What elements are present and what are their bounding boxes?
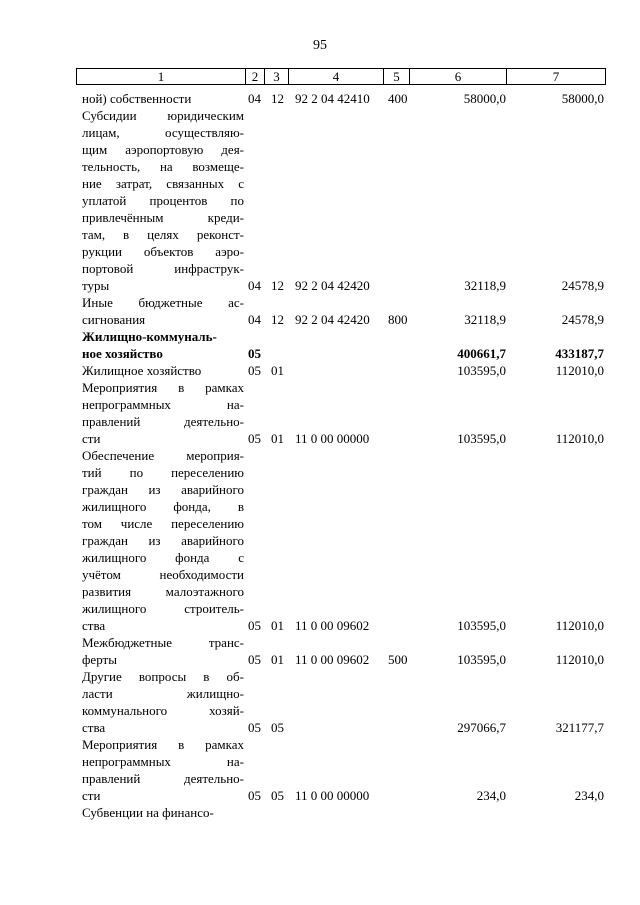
cell-c7: 234,0	[574, 788, 604, 803]
table-header	[76, 68, 606, 85]
cell-c3: 05	[271, 788, 284, 803]
row-name-line: ства	[82, 618, 106, 633]
cell-c6: 103595,0	[457, 363, 506, 378]
cell-c6: 58000,0	[463, 91, 506, 106]
row-name-line: Мероприятия в рамках	[82, 737, 244, 752]
row-name-line: жилищного фонда, в	[82, 499, 244, 514]
table-row	[0, 447, 640, 634]
row-name	[82, 668, 244, 736]
row-name-line: сти	[82, 431, 101, 446]
row-name-line: правлений деятельно-	[82, 771, 244, 786]
header-col-1: 1	[157, 69, 165, 84]
cell-c7: 112010,0	[555, 652, 604, 667]
cell-c3: 01	[271, 618, 284, 633]
row-name-line: Жилищное хозяйство	[82, 363, 202, 378]
row-name-line: правлений деятельно-	[82, 414, 244, 429]
cell-c7: 24578,9	[561, 278, 604, 293]
cell-c6: 103595,0	[457, 618, 506, 633]
row-name	[82, 294, 244, 328]
row-name-line: ласти жилищно-	[82, 686, 244, 701]
cell-c4: 11 0 00 09602	[295, 652, 370, 667]
table-row	[0, 804, 640, 821]
cell-c3: 01	[271, 652, 284, 667]
cell-c4: 11 0 00 09602	[295, 618, 370, 633]
cell-c7: 112010,0	[555, 363, 604, 378]
row-name	[82, 379, 244, 447]
cell-c7: 58000,0	[561, 91, 604, 106]
row-name	[82, 362, 244, 379]
row-name-line: непрограммных на-	[82, 754, 244, 769]
row-name	[82, 634, 244, 668]
cell-c3: 12	[271, 312, 284, 327]
row-name-line: тий по переселению	[82, 465, 244, 480]
row-name-line: Жилищно-коммуналь-	[82, 329, 217, 344]
row-name-line: Другие вопросы в об-	[82, 669, 244, 684]
row-name-line: туры	[82, 278, 110, 293]
row-name-line: сигнования	[82, 312, 146, 327]
row-name-line: Субсидии юридическим	[82, 108, 244, 123]
row-name-line: ной) собственности	[82, 91, 192, 106]
header-col-3: 3	[273, 69, 280, 84]
cell-c2: 05	[248, 720, 261, 735]
row-name-line: тельность, на возмеще-	[82, 159, 244, 174]
row-name-line: ное хозяйство	[82, 346, 163, 361]
table-row	[0, 379, 640, 447]
row-name-line: рукции объектов аэро-	[82, 244, 244, 259]
header-col-4: 4	[332, 69, 340, 84]
cell-c2: 05	[248, 618, 261, 633]
cell-c6: 32118,9	[464, 312, 506, 327]
cell-c3: 12	[271, 91, 284, 106]
cell-c2: 05	[248, 363, 261, 378]
cell-c5: 800	[388, 312, 408, 327]
header-col-2: 2	[251, 69, 259, 84]
cell-c4: 92 2 04 42420	[295, 312, 370, 327]
row-name	[82, 447, 244, 634]
row-name	[82, 107, 244, 294]
cell-c6: 103595,0	[457, 652, 506, 667]
cell-c7: 24578,9	[561, 312, 604, 327]
row-name-line: Субвенции на финансо-	[82, 805, 214, 820]
table-row	[0, 294, 640, 328]
cell-c5: 400	[388, 91, 408, 106]
cell-c4: 92 2 04 42420	[295, 278, 370, 293]
table-row	[0, 634, 640, 668]
cell-c3: 12	[271, 278, 284, 293]
cell-c5: 500	[388, 652, 408, 667]
row-name-line: ства	[82, 720, 106, 735]
row-name-line: сти	[82, 788, 101, 803]
row-name-line: Межбюджетные транс-	[82, 635, 244, 650]
header-col-7: 7	[552, 69, 560, 84]
cell-c6: 297066,7	[457, 720, 506, 735]
row-name-line: привлечённым креди-	[82, 210, 244, 225]
row-name	[82, 90, 244, 107]
row-name-line: щим аэропортовую дея-	[82, 142, 244, 157]
cell-c3: 01	[271, 363, 284, 378]
row-name-line: лицам, осуществляю-	[82, 125, 244, 140]
cell-c7: 321177,7	[555, 720, 604, 735]
cell-c2: 05	[248, 652, 261, 667]
cell-c4: 11 0 00 00000	[295, 431, 370, 446]
row-name-line: Иные бюджетные ас-	[82, 295, 244, 310]
row-name-line: развития малоэтажного	[82, 584, 244, 599]
table-row	[0, 668, 640, 736]
cell-c4: 11 0 00 00000	[295, 788, 370, 803]
cell-c2: 05	[248, 346, 261, 361]
row-name-line: непрограммных на-	[82, 397, 244, 412]
cell-c2: 04	[248, 278, 261, 293]
cell-c2: 05	[248, 431, 261, 446]
cell-c3: 01	[271, 431, 284, 446]
row-name-line: портовой инфраструк-	[82, 261, 244, 276]
cell-c2: 04	[248, 312, 261, 327]
row-name	[82, 736, 244, 804]
row-name-line: коммунального хозяй-	[82, 703, 244, 718]
row-name-line: учётом необходимости	[82, 567, 244, 582]
cell-c3: 05	[271, 720, 284, 735]
row-name-line: там, в целях реконст-	[82, 227, 244, 242]
cell-c2: 04	[248, 91, 261, 106]
page-number: 95	[313, 38, 327, 53]
row-name-line: ферты	[82, 652, 117, 667]
cell-c6: 32118,9	[464, 278, 506, 293]
row-name-line: жилищного фонда с	[82, 550, 244, 565]
row-name	[82, 804, 244, 821]
table-row	[0, 736, 640, 804]
row-name	[82, 328, 244, 362]
header-col-6: 6	[454, 69, 462, 84]
row-name-line: Обеспечение мероприя-	[82, 448, 244, 463]
row-name-line: граждан из аварийного	[82, 533, 244, 548]
table-row	[0, 362, 640, 379]
table-row	[0, 328, 640, 362]
table-row	[0, 107, 640, 294]
row-name-line: граждан из аварийного	[82, 482, 244, 497]
cell-c4: 92 2 04 42410	[295, 91, 370, 106]
cell-c2: 05	[248, 788, 261, 803]
row-name-line: Мероприятия в рамках	[82, 380, 244, 395]
row-name-line: ние затрат, связанных с	[82, 176, 244, 191]
cell-c7: 112010,0	[555, 431, 604, 446]
table-row	[0, 90, 640, 107]
row-name-line: том числе переселению	[82, 516, 244, 531]
header-col-5: 5	[393, 69, 400, 84]
row-name-line: жилищного строитель-	[82, 601, 244, 616]
cell-c6: 103595,0	[457, 431, 506, 446]
cell-c6: 400661,7	[457, 346, 506, 361]
cell-c7: 433187,7	[555, 346, 604, 361]
row-name-line: уплатой процентов по	[82, 193, 244, 208]
cell-c7: 112010,0	[555, 618, 604, 633]
cell-c6: 234,0	[476, 788, 506, 803]
